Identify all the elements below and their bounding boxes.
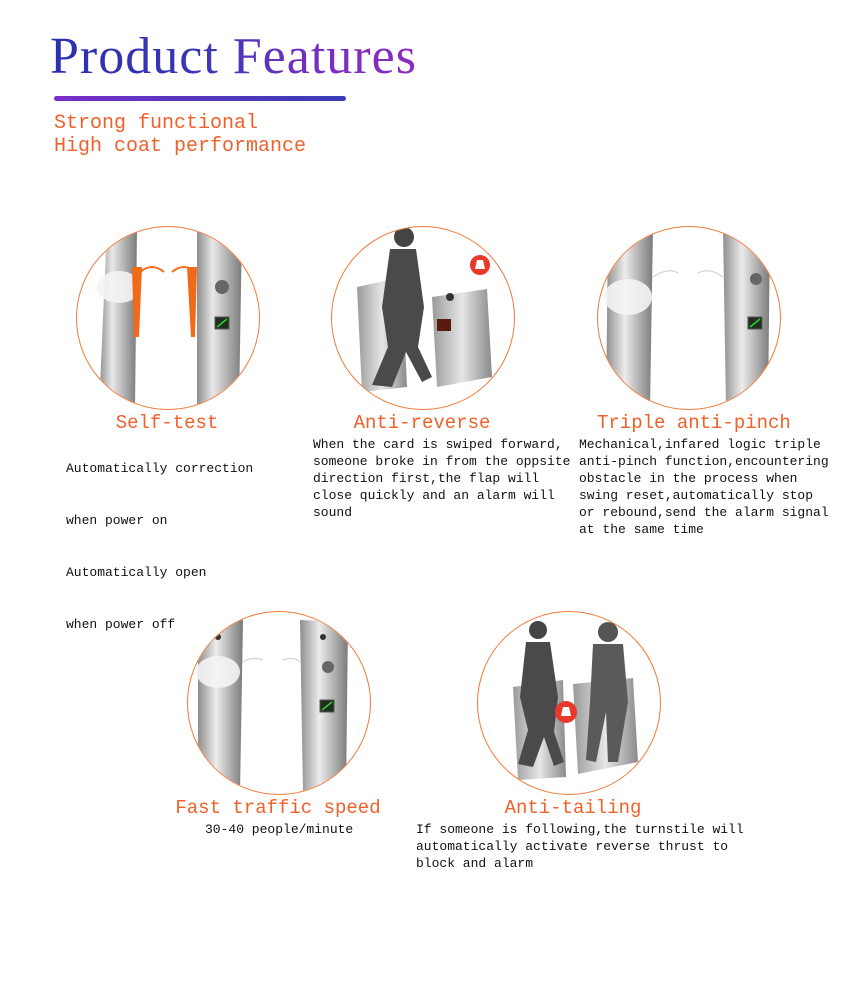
triple-anti-pinch-description: Mechanical,infared logic triple anti-pinch function,encountering obstacle in the process when swing reset,automatically stop or rebound,send the alarm signal at the same time (579, 437, 829, 537)
self-test-line-3: Automatically open (66, 565, 207, 580)
self-test-title: Self-test (115, 412, 219, 434)
self-test-line-2: when power on (66, 513, 168, 528)
fast-traffic-speed-image (187, 611, 371, 795)
anti-reverse-description: When the card is swiped forward, someone broke in from the oppsite direction first,the flap will close quickly and an alarm will sound (313, 437, 571, 520)
subtitle-line-1: Strong functional (54, 112, 259, 135)
self-test-line-1: Automatically correction (66, 461, 254, 476)
anti-reverse-image (331, 226, 515, 410)
anti-tailing-title: Anti-tailing (504, 797, 642, 819)
anti-tailing-image (477, 611, 661, 795)
title-underline (54, 96, 346, 101)
triple-anti-pinch-image (597, 226, 781, 410)
self-test-line-4: when power off (66, 617, 176, 632)
self-test-image (76, 226, 260, 410)
subtitle-line-2: High coat performance (54, 135, 307, 158)
anti-tailing-description: If someone is following,the turnstile will automatically activate reverse thrust to block and alarm (416, 822, 744, 871)
fast-traffic-speed-description: 30-40 people/minute (205, 822, 354, 837)
page-title: Product Features (50, 28, 417, 85)
anti-reverse-title: Anti-reverse (353, 412, 491, 434)
fast-traffic-speed-title: Fast traffic speed (175, 797, 381, 819)
triple-anti-pinch-title: Triple anti-pinch (597, 412, 791, 434)
